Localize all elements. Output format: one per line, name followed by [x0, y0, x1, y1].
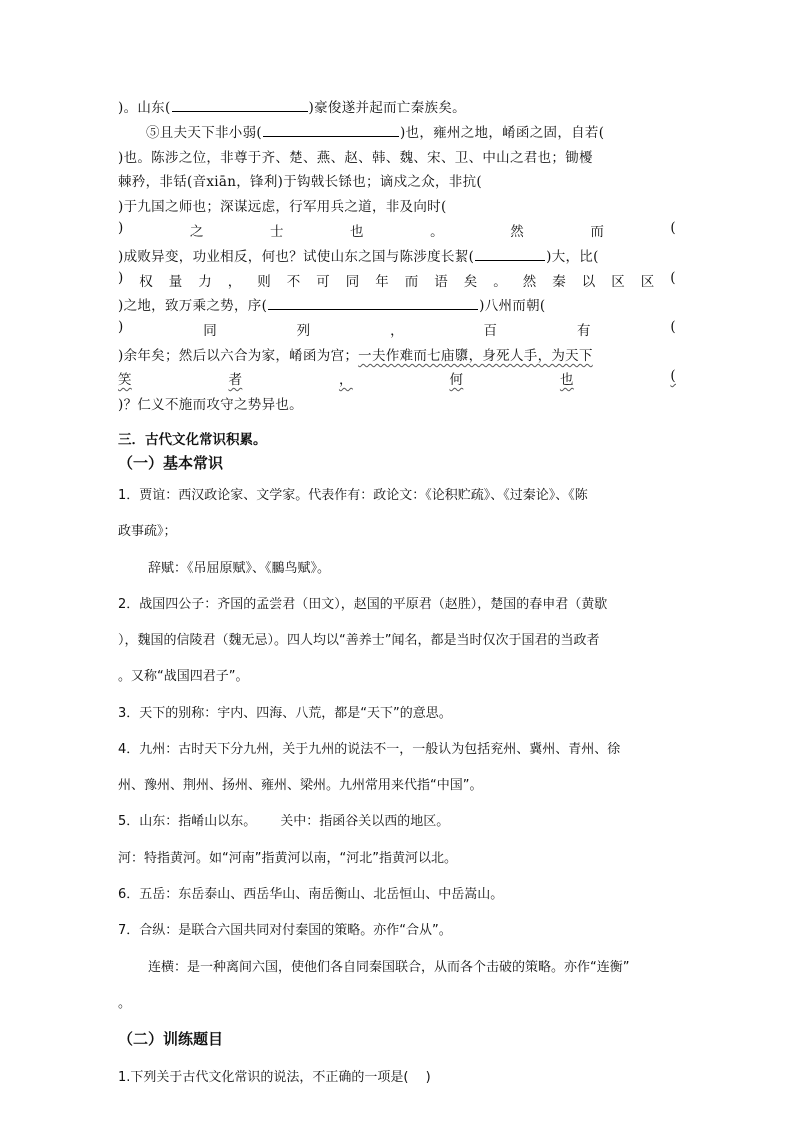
- item-1-line-2: 政事疏》；: [118, 524, 177, 539]
- passage-line-6: ) 之 士 也 。 然 而 (: [118, 220, 676, 240]
- item-6: 6．五岳：东岳泰山、西岳华山、南岳衡山、北岳恒山、中岳嵩山。: [118, 887, 504, 902]
- fill-blank[interactable]: [268, 296, 478, 310]
- item-4-line-2: 州、豫州、荆州、扬州、雍州、梁州。九州常用来代指“中国”。: [118, 778, 483, 793]
- passage-line-3: )也。陈涉之位，非尊于齐、楚、燕、赵、韩、魏、宋、卫、中山之君也；锄櫌: [118, 150, 593, 166]
- item-1-line-3: 辞赋：《吊屈原赋》、《鵩鸟赋》。: [148, 561, 331, 576]
- item-7-line-3: 。: [118, 996, 132, 1011]
- item-7-line-1: 7．合纵：是联合六国共同对付秦国的策略。亦作“合从”。: [118, 923, 452, 938]
- passage-line-11: )余年矣；然后以六合为家，崤函为宫；一夫作难而七庙隳，身死人手，为天下: [118, 348, 593, 364]
- item-4-line-1: 4．九州：古时天下分九州，关于九州的说法不一，一般认为包括兖州、冀州、青州、徐: [118, 742, 621, 757]
- passage-line-10: ) 同 列 ， 百 有 (: [118, 319, 676, 339]
- passage-line-12: 笑 者 ， 何 也 (: [118, 368, 676, 388]
- item-2-line-1: 2．战国四公子：齐国的孟尝君（田文），赵国的平原君（赵胜），楚国的春申君（黄歇: [118, 597, 608, 612]
- item-5-line-1: 5．山东：指崤山以东。 关中：指函谷关以西的地区。: [118, 814, 450, 829]
- passage-line-8: ) 权 量 力 ， 则 不 可 同 年 而 语 矣 。 然 秦 以 区 区 (: [118, 270, 676, 290]
- passage-line-5: )于九国之师也；深谋远虑，行军用兵之道，非及向时(: [118, 199, 447, 215]
- section-title: 三．古代文化常识积累。: [118, 432, 267, 448]
- subsection-title-basic: （一）基本常识: [118, 454, 224, 472]
- passage-line-4: 棘矜，非铦(音xiān，锋利)于钩戟长铩也；谪戍之众，非抗(: [118, 174, 482, 190]
- passage-line-1: )。山东( )豪俊遂并起而亡秦族矣。: [118, 100, 466, 116]
- item-7-line-2: 连横：是一种离间六国，使他们各自同秦国联合，从而各个击破的策略。亦作“连衡”: [148, 960, 630, 975]
- passage-line-9: )之地，致万乘之势，序( )八州而朝(: [118, 298, 546, 314]
- fill-blank[interactable]: [475, 247, 545, 261]
- fill-blank[interactable]: [263, 123, 399, 137]
- item-3: 3．天下的别称：宇内、四海、八荒，都是“天下”的意思。: [118, 706, 452, 721]
- item-1-line-1: 1．贾谊：西汉政论家、文学家。代表作有：政论文：《论积贮疏》、《过秦论》、《陈: [118, 488, 588, 503]
- fill-blank[interactable]: [172, 98, 308, 112]
- item-5-line-2: 河：特指黄河。如“河南”指黄河以南，“河北”指黄河以北。: [118, 851, 457, 866]
- passage-line-7: )成败异变，功业相反，何也？试使山东之国与陈涉度长絜( )大，比(: [118, 249, 599, 265]
- item-2-line-3: 。又称“战国四君子”。: [118, 669, 249, 684]
- subsection-title-training: （二）训练题目: [118, 1030, 224, 1048]
- item-2-line-2: ），魏国的信陵君（魏无忌）。四人均以“善养士”闻名，都是当时仅次于国君的当政者: [118, 633, 600, 648]
- passage-line-13: )？仁义不施而攻守之势异也。: [118, 397, 303, 413]
- passage-line-2: ⑤且夫天下非小弱( )也，雍州之地，崤函之固，自若(: [146, 125, 605, 141]
- question-1: 1.下列关于古代文化常识的说法，不正确的一项是( ): [118, 1070, 431, 1085]
